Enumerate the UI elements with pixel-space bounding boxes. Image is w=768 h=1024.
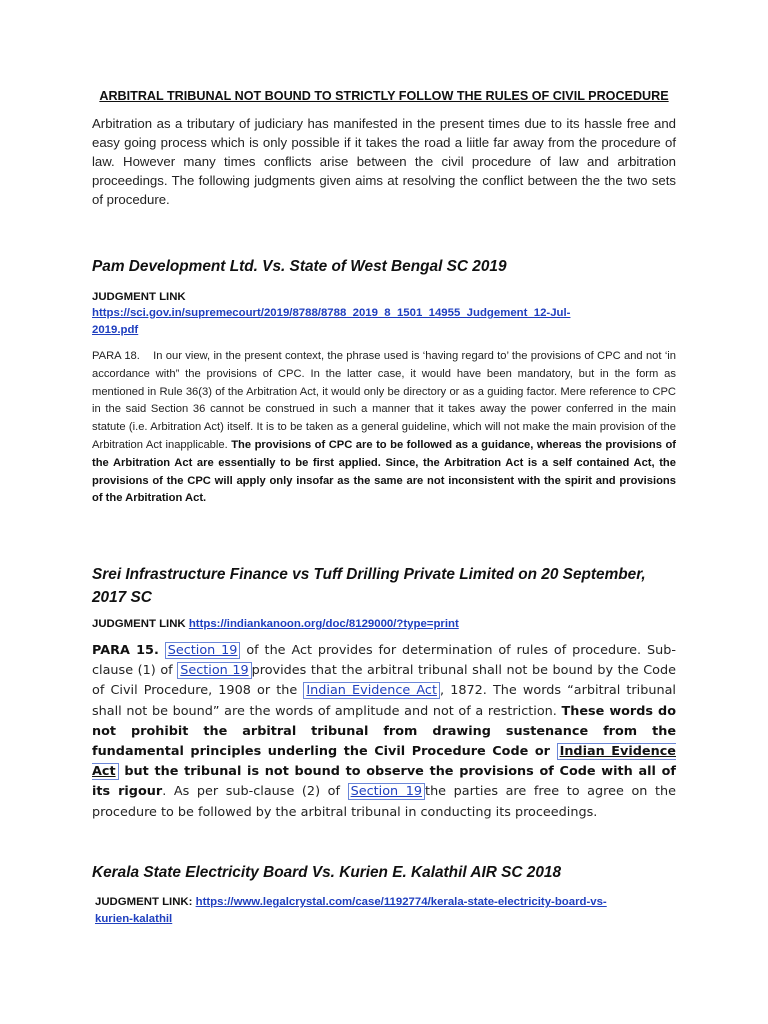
judgment-link-block-3 xyxy=(95,894,679,928)
judgment-url-1[interactable] xyxy=(92,307,570,336)
para-15-bold-1: These words do not prohibit the arbitral tribunal from drawing sustenance from the fundamental principles underling the Civil Procedure Code or xyxy=(92,703,676,760)
section-19-link-3[interactable]: Section 19 xyxy=(348,783,425,800)
para-15-bold-2: but the tribunal is not bound to observe the provisions of Code with all of its rigour xyxy=(92,764,676,800)
para-15-text-5: the parties are free to agree on the procedure to be followed by the arbitral tribunal in conducting its proceedings. xyxy=(92,784,676,820)
case-heading-srei-infrastructure: Srei Infrastructure Finance vs Tuff Drilling Private Limited on 20 September, 2017 SC xyxy=(92,566,646,606)
judgment-url-3-part2: kurien-kalathil xyxy=(95,913,173,925)
para-18-bold-text: The provisions of CPC are to be followed as a guidance, whereas the provisions of the Arbitration Act are essentially to be first applied. Since, the Arbitration Act is a self contained Act, the provisions of the CPC will apply only insofar as the same are not inconsistent with the spirit and provisions of the Arbitration Act. xyxy=(92,438,677,505)
para-15-text-2: provides that the arbitral tribunal shall not be bound by the Code of Civil Procedure, 1908 or the xyxy=(92,663,676,699)
judgment-url-1-part1: https://sci.gov.in/supremecourt/2019/8788/8788_2019_8_1501_14955_Judgement_12-Jul- xyxy=(92,307,571,319)
judgment-link-label-1 xyxy=(92,289,676,306)
judgment-url-2[interactable]: https://indiankanoon.org/doc/8129000/?type=print xyxy=(188,618,459,630)
case-heading-kerala-state-electricity-board: Kerala State Electricity Board Vs. Kurien E. Kalathil AIR SC 2018 xyxy=(92,864,562,881)
section-19-link-1[interactable]: Section 19 xyxy=(165,642,241,659)
judgment-url-block-1 xyxy=(92,305,676,339)
para-18-label: PARA 18. xyxy=(92,350,140,362)
intro-paragraph: Arbitration as a tributary of judiciary has manifested in the present times due to its hassle free and easy going process which is only possible if it takes the road a liitle far away from the procedure of law. However many times conflicts arise between the civil procedure of law and arbitration proceedings. The following judgments given aims at resolving the conflict between the the two sets of procedure. xyxy=(92,116,676,207)
para-18-text: In our view, in the present context, the phrase used is ‘having regard to’ the provisions of CPC and not ‘in accordance with” the provisions of CPC. In the latter case, it would have been mandatory, but in the form as mentioned in Rule 36(3) of the Arbitration Act, it would only be directory or as a guiding factor. Mere reference to CPC in the said Section 36 cannot be construed in such a manner that it takes away the power conferred in the main statute (i.e. Arbitration Act) itself. It is to be taken as a general guideline, which will not make the main provision of the Arbitration Act inapplicable. xyxy=(92,350,677,451)
judgment-link-label-text: JUDGMENT LINK xyxy=(92,291,186,303)
indian-evidence-act-link-1[interactable]: Indian Evidence Act xyxy=(303,682,440,699)
document-title: ARBITRAL TRIBUNAL NOT BOUND TO STRICTLY FOLLOW THE RULES OF CIVIL PROCEDURE xyxy=(99,89,669,103)
judgment-url-1-part2: 2019.pdf xyxy=(92,324,139,336)
para-15 xyxy=(92,641,676,823)
judgment-link-label-2: JUDGMENT LINK xyxy=(92,618,186,630)
para-15-text-1: of the Act provides for determination of rules of procedure. Sub-clause (1) of xyxy=(92,643,676,679)
para-15-label: PARA 15. xyxy=(92,643,159,658)
para-18 xyxy=(92,348,676,508)
section-19-link-2[interactable]: Section 19 xyxy=(177,662,251,679)
judgment-link-line-2 xyxy=(92,616,676,633)
judgment-url-3-part1: https://www.legalcrystal.com/case/1192774/kerala-state-electricity-board-vs- xyxy=(195,896,607,908)
judgment-link-label-3: JUDGMENT LINK: xyxy=(95,896,193,908)
para-15-text-3: , 1872. The words “arbitral tribunal shall not be bound” are the words of amplitude and not of a restriction. xyxy=(92,683,676,719)
indian-evidence-act-link-2[interactable]: Indian Evidence Act xyxy=(92,744,676,780)
para-15-text-4: . As per sub-clause (2) of xyxy=(162,784,348,800)
case-heading-pam-development: Pam Development Ltd. Vs. State of West Bengal SC 2019 xyxy=(92,258,507,275)
